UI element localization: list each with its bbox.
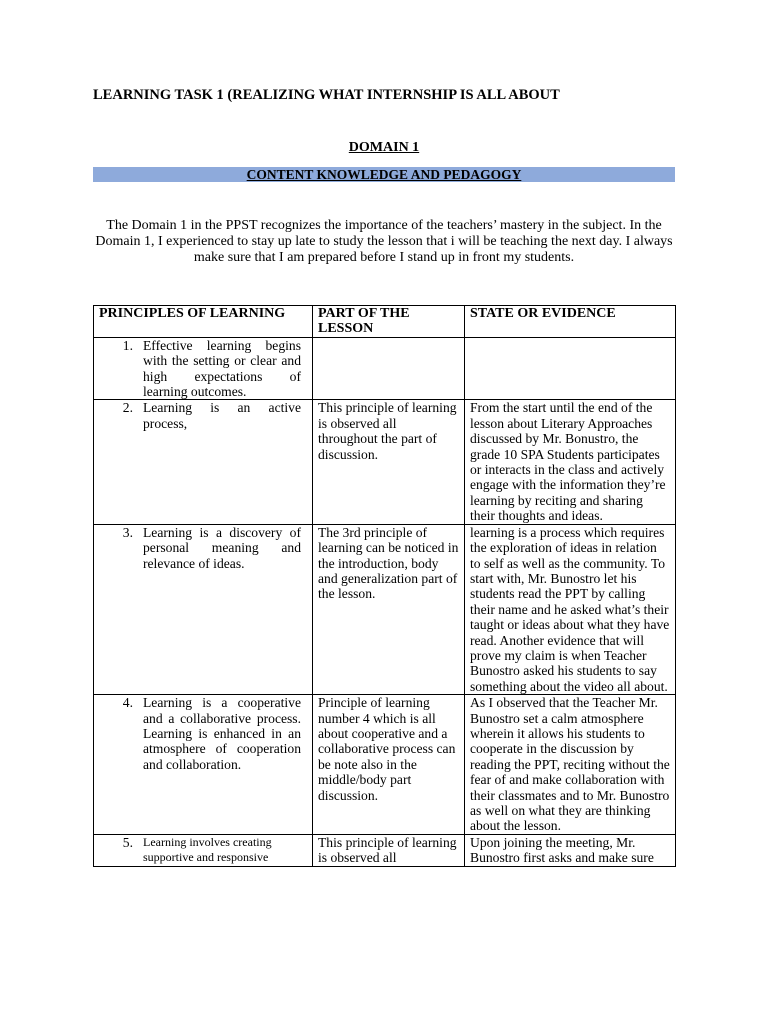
principle-number: 5. [122, 834, 133, 850]
table-row [94, 834, 676, 866]
domain-heading: DOMAIN 1 [348, 140, 420, 155]
principle-number: 4. [122, 695, 133, 711]
principle-cell [94, 337, 313, 400]
table-row [94, 400, 676, 524]
principle-cell [94, 695, 313, 835]
principle-text: Learning is a discovery of personal meaning and relevance of ideas. [143, 524, 301, 571]
section-banner: CONTENT KNOWLEDGE AND PEDAGOGY [93, 167, 675, 182]
header-evidence: STATE OR EVIDENCE [465, 306, 676, 338]
header-principles: PRINCIPLES OF LEARNING [94, 306, 313, 338]
table-row [94, 524, 676, 694]
principle-cell [94, 400, 313, 524]
principle-number: 2. [122, 400, 133, 416]
intro-paragraph: The Domain 1 in the PPST recognizes the importance of the teachers’ mastery in the subject. In the Domain 1, I experienced to stay up late to study the lesson that i will be teaching the next day. I always make sure that I am prepared before I stand up in front my students. [95, 218, 673, 265]
evidence-cell [465, 337, 676, 400]
evidence-cell: Upon joining the meeting, Mr. Bunostro first asks and make sure [465, 834, 676, 866]
part-cell: Principle of learning number 4 which is all about cooperative and a collaborative process can be note also in the middle/body part discussion. [313, 695, 465, 835]
evidence-cell: As I observed that the Teacher Mr. Bunostro set a calm atmosphere wherein it allows his students to cooperate in the discussion by reading the PPT, reciting without the fear of and make collaboration with their classmates and to Mr. Bunostro as well on what they are thinking about the lesson. [465, 695, 676, 835]
principle-cell [94, 524, 313, 694]
part-cell [313, 337, 465, 400]
principle-text: Learning involves creating supportive and responsive [143, 834, 272, 864]
principles-table [93, 305, 676, 867]
principle-number: 1. [122, 337, 133, 353]
part-cell: This principle of learning is observed all [313, 834, 465, 866]
table-row [94, 337, 676, 400]
principle-cell [94, 834, 313, 866]
principle-text: Effective learning begins with the setting or clear and high expectations of learning outcomes. [143, 337, 301, 400]
evidence-cell: learning is a process which requires the exploration of ideas in relation to self as well as the community. To start with, Mr. Bunostro let his students read the PPT by calling their name and he asked what’s their taught or ideas about what they have read. Another evidence that will prove my claim is when Teacher Bunostro asked his students to say something about the video all about. [465, 524, 676, 694]
header-part: PART OF THE LESSON [313, 306, 465, 338]
principle-number: 3. [122, 524, 133, 540]
part-cell: The 3rd principle of learning can be noticed in the introduction, body and generalization part of the lesson. [313, 524, 465, 694]
evidence-cell: From the start until the end of the lesson about Literary Approaches discussed by Mr. Bonustro, the grade 10 SPA Students participates or interacts in the class and actively engage with the information they’re learning by reciting and sharing their thoughts and ideas. [465, 400, 676, 524]
table-header-row [94, 306, 676, 338]
principle-text: Learning is a cooperative and a collaborative process. Learning is enhanced in an atmosphere of cooperation and collaboration. [143, 695, 301, 772]
page-title: LEARNING TASK 1 (REALIZING WHAT INTERNSHIP IS ALL ABOUT [93, 87, 560, 103]
part-cell: This principle of learning is observed all throughout the part of discussion. [313, 400, 465, 524]
principle-text: Learning is an active process, [143, 400, 301, 431]
table-row [94, 695, 676, 835]
